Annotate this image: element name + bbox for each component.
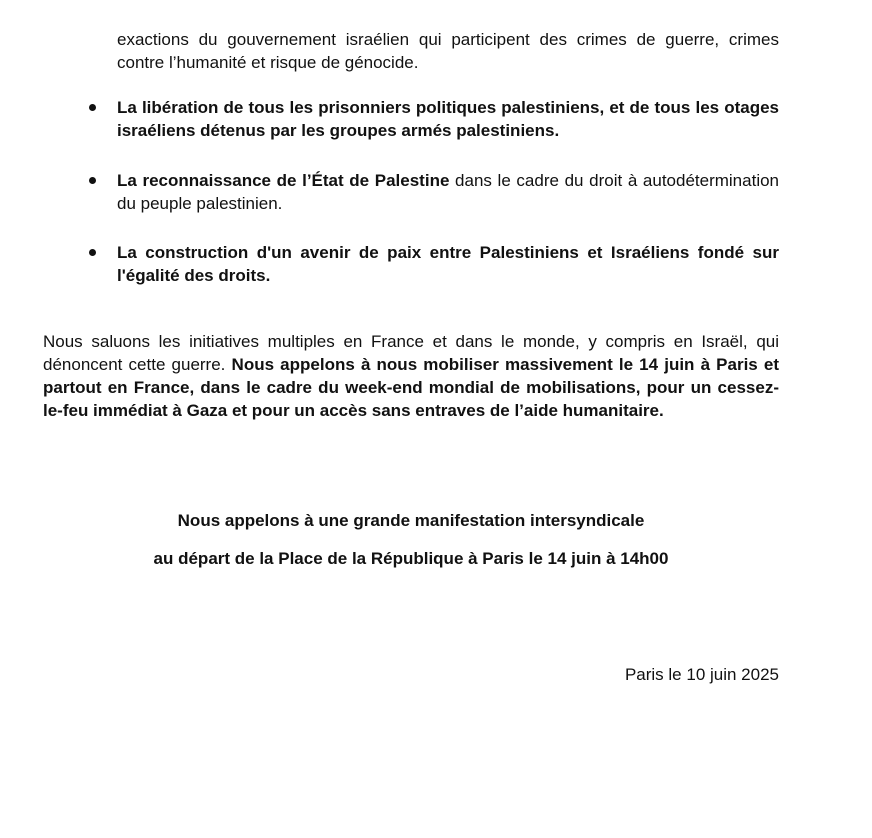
list-item <box>117 241 779 287</box>
call-heading-line-1: Nous appelons à une grande manifestation intersyndicale <box>177 511 645 530</box>
list-item-text: dans le cadre du droit à autodétermination du peuple palestinien. <box>117 171 780 213</box>
mobilisation-paragraph <box>43 330 779 422</box>
call-heading-line-2: au départ de la Place de la République à Paris le 14 juin à 14h00 <box>153 549 669 568</box>
bullet-icon <box>89 249 96 256</box>
bullet-icon <box>89 104 96 111</box>
list-item <box>117 96 779 142</box>
list-item-bold-text: La construction d'un avenir de paix entre Palestiniens et Israéliens fondé sur l'égalité des droits. <box>117 243 779 285</box>
paragraph-text: Nous saluons les initiatives multiples en France et dans le monde, y compris en Israël, qui dénoncent cette guerre. <box>43 332 779 374</box>
list-item-bold-text: La reconnaissance de l’État de Palestine <box>117 171 450 190</box>
date-signoff: Paris le 10 juin 2025 <box>624 665 779 684</box>
paragraph-bold-text: Nous appelons à nous mobiliser massivement le 14 juin à Paris et partout en France, dans le cadre du week-end mondial de mobilisations, pour un cessez-le-feu immédiat à Gaza et pour un accès sans entraves de l’aide humanitaire. <box>43 355 780 420</box>
list-item-bold-text: La libération de tous les prisonniers politiques palestiniens, et de tous les otages israéliens détenus par les groupes armés palestiniens. <box>117 98 779 140</box>
bullet-icon <box>89 177 96 184</box>
continuation-paragraph: exactions du gouvernement israélien qui participent des crimes de guerre, crimes contre l’humanité et risque de génocide. <box>117 30 779 72</box>
list-item <box>117 169 779 215</box>
